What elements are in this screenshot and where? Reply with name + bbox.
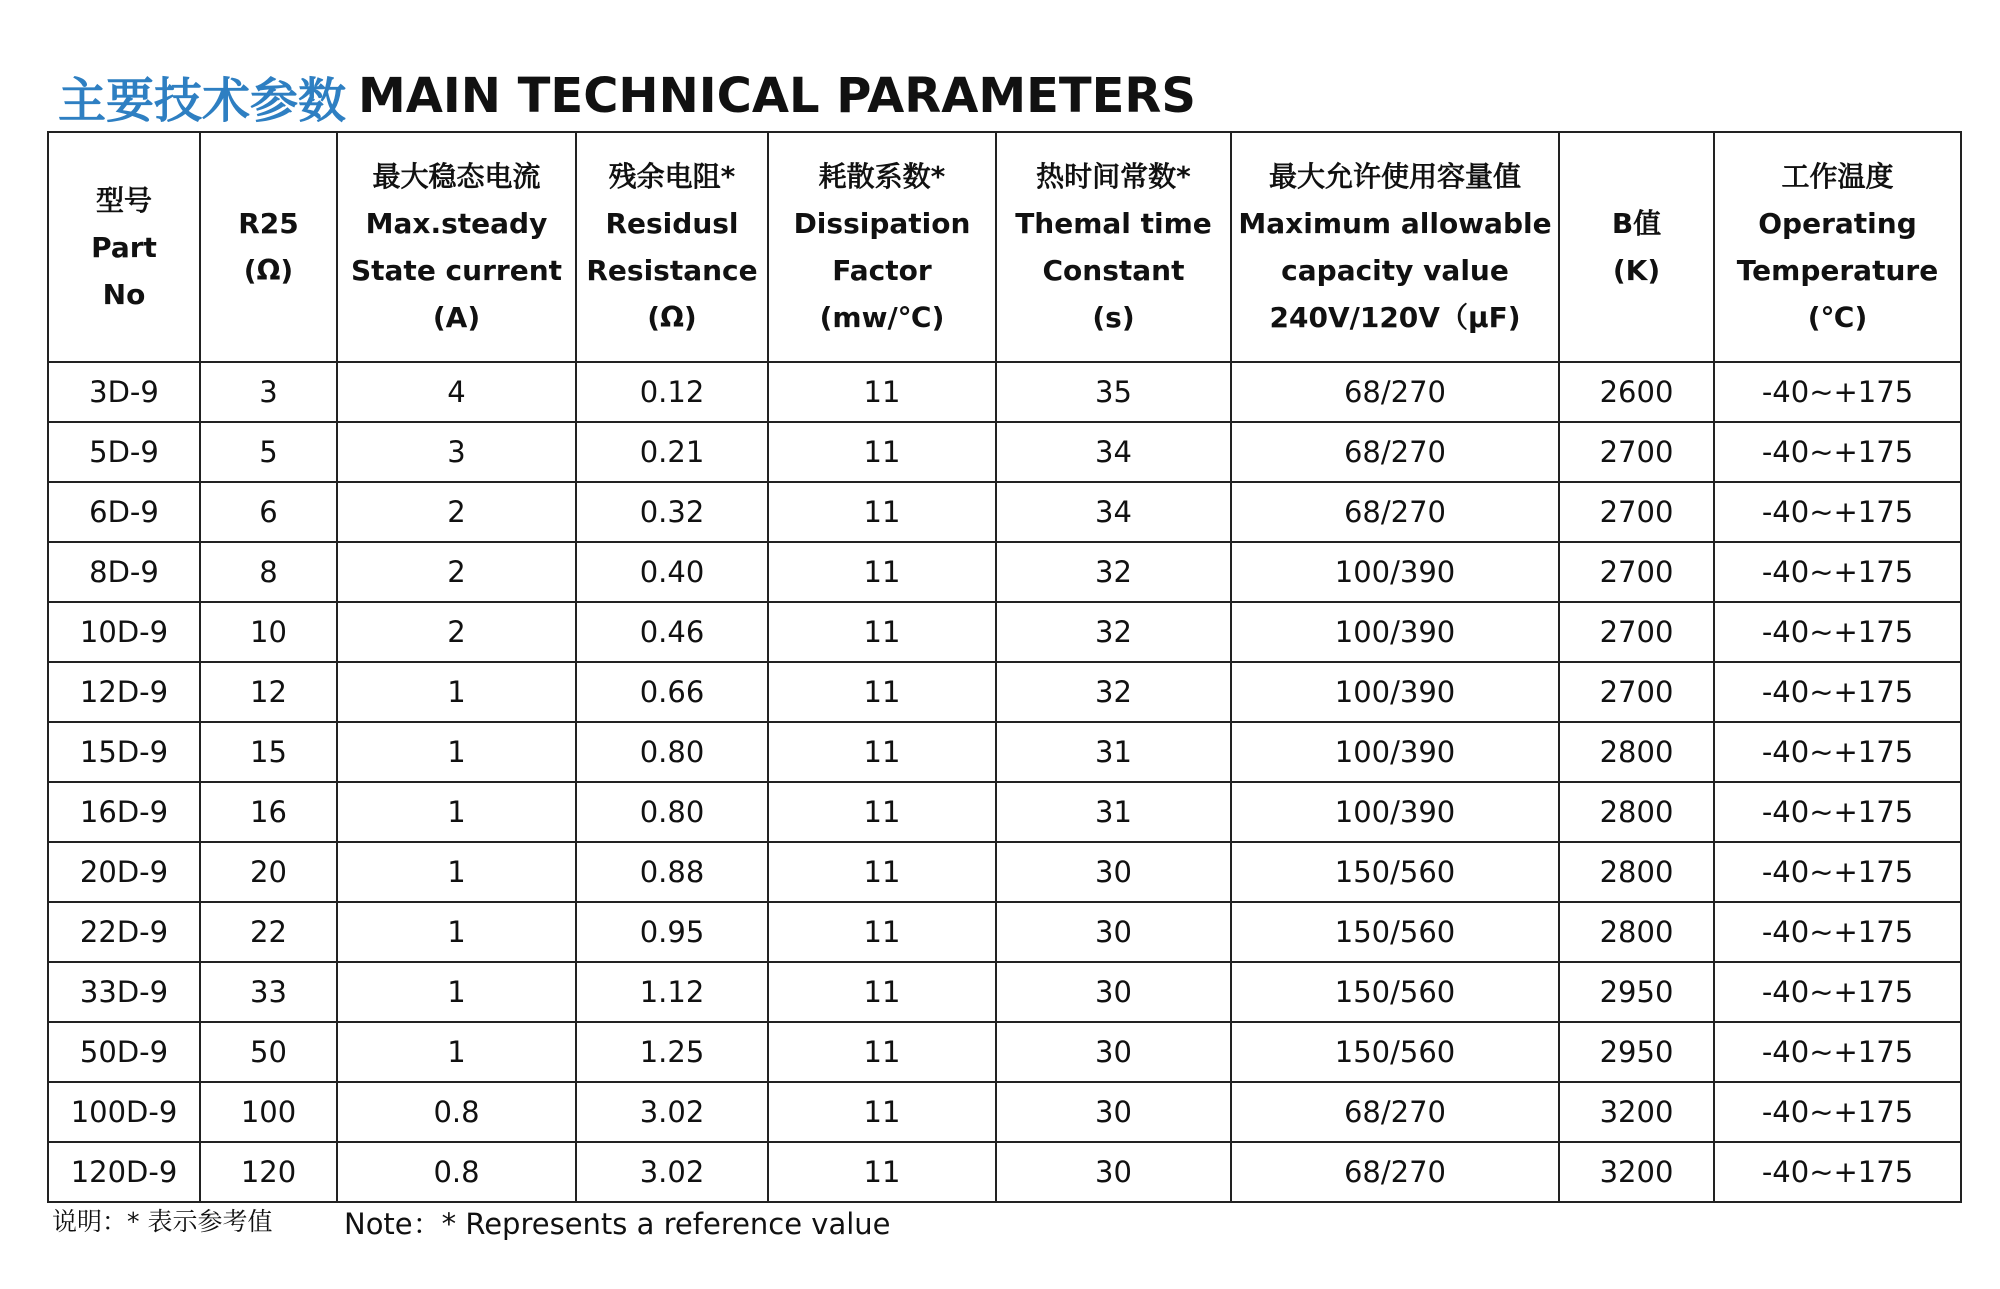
column-header-line: No [102,277,146,311]
column-header [48,132,200,362]
table-cell: 35 [996,362,1231,422]
parameters-table [47,131,1962,1203]
table-cell: 33 [200,962,337,1022]
column-header [1559,132,1714,362]
table-cell: 8D-9 [48,542,200,602]
column-header-line: (s) [1092,301,1135,334]
table-cell: 120D-9 [48,1142,200,1202]
table-cell: 11 [768,1082,996,1142]
table-cell: 120 [200,1142,337,1202]
table-cell: 2700 [1559,542,1714,602]
table-header-row [48,132,1961,362]
table-cell: 1 [337,662,576,722]
table-cell: -40~+175 [1714,782,1961,842]
column-header-line: 最大稳态电流 [372,160,541,193]
table-cell: 0.8 [337,1082,576,1142]
table-cell: 2800 [1559,902,1714,962]
column-header [1231,132,1559,362]
table-cell: -40~+175 [1714,1022,1961,1082]
table-row [48,722,1961,782]
table-cell: 3.02 [576,1082,768,1142]
table-cell: 150/560 [1231,842,1559,902]
table-cell: 8 [200,542,337,602]
table-cell: 0.32 [576,482,768,542]
table-row [48,842,1961,902]
table-cell: 15 [200,722,337,782]
table-cell: 100D-9 [48,1082,200,1142]
table-cell: 2 [337,542,576,602]
table-cell: 2800 [1559,782,1714,842]
table-cell: 34 [996,482,1231,542]
table-cell: 10 [200,602,337,662]
table-cell: -40~+175 [1714,662,1961,722]
table-cell: 16D-9 [48,782,200,842]
table-cell: 150/560 [1231,1022,1559,1082]
table-cell: 30 [996,962,1231,1022]
column-header [768,132,996,362]
column-header-line: (℃) [1807,301,1868,334]
table-cell: 20D-9 [48,842,200,902]
table-cell: 30 [996,842,1231,902]
table-cell: 0.46 [576,602,768,662]
table-cell: 2 [337,482,576,542]
table-cell: 2950 [1559,962,1714,1022]
table-row [48,902,1961,962]
table-cell: 12 [200,662,337,722]
table-cell: 1 [337,962,576,1022]
column-header [337,132,576,362]
column-header-line: State current [350,254,563,287]
table-cell: 2800 [1559,722,1714,782]
table-cell: 22 [200,902,337,962]
table-cell: 4 [337,362,576,422]
table-cell: 31 [996,722,1231,782]
table-cell: 2700 [1559,422,1714,482]
table-cell: -40~+175 [1714,962,1961,1022]
table-row [48,1022,1961,1082]
note-en: Note：* Represents a reference value [344,1207,891,1241]
table-cell: 100/390 [1231,662,1559,722]
table-cell: 3.02 [576,1142,768,1202]
column-header-line: B值 [1611,207,1662,240]
table-cell: 0.40 [576,542,768,602]
column-header-line: 耗散系数* [818,160,946,193]
table-cell: 5 [200,422,337,482]
table-cell: 1 [337,722,576,782]
table-cell: 32 [996,542,1231,602]
column-header-line: (Ω) [647,301,697,334]
table-cell: 6 [200,482,337,542]
table-cell: 11 [768,722,996,782]
table-cell: 0.80 [576,722,768,782]
column-header-line: Factor [832,254,932,287]
table-cell: 12D-9 [48,662,200,722]
table-cell: 11 [768,962,996,1022]
table-cell: 11 [768,362,996,422]
column-header-line: 型号 [95,183,152,217]
column-header [576,132,768,362]
table-cell: 100/390 [1231,542,1559,602]
table-cell: 1 [337,782,576,842]
table-cell: 2950 [1559,1022,1714,1082]
table-cell: 2700 [1559,602,1714,662]
table-cell: 1 [337,1022,576,1082]
column-header-line: Part [91,230,157,264]
table-cell: 20 [200,842,337,902]
table-cell: 0.66 [576,662,768,722]
table-cell: 150/560 [1231,902,1559,962]
table-cell: 16 [200,782,337,842]
table-cell: 11 [768,542,996,602]
table-row [48,1142,1961,1202]
table-cell: 0.12 [576,362,768,422]
table-cell: 32 [996,602,1231,662]
table-cell: 68/270 [1231,482,1559,542]
column-header-line: (K) [1612,254,1661,287]
table-cell: 2600 [1559,362,1714,422]
table-row [48,662,1961,722]
table-cell: -40~+175 [1714,602,1961,662]
table-cell: 30 [996,1142,1231,1202]
table-cell: -40~+175 [1714,1142,1961,1202]
table-cell: 11 [768,842,996,902]
table-cell: 50D-9 [48,1022,200,1082]
table-cell: 32 [996,662,1231,722]
table-cell: -40~+175 [1714,542,1961,602]
table-cell: 30 [996,1022,1231,1082]
table-cell: 68/270 [1231,1082,1559,1142]
column-header-line: Dissipation [793,207,971,240]
table-cell: 1 [337,902,576,962]
column-header-line: Constant [1042,254,1185,287]
table-row [48,782,1961,842]
table-cell: 1 [337,842,576,902]
column-header-line: 最大允许使用容量值 [1268,160,1521,193]
column-header-line: R25 [238,207,299,240]
table-cell: 100/390 [1231,602,1559,662]
table-cell: 10D-9 [48,602,200,662]
table-cell: 5D-9 [48,422,200,482]
table-cell: 30 [996,1082,1231,1142]
column-header-line: 240V/120V（μF) [1269,301,1521,334]
table-cell: 150/560 [1231,962,1559,1022]
table-row [48,482,1961,542]
table-cell: 2 [337,602,576,662]
table-cell: 11 [768,782,996,842]
table-row [48,962,1961,1022]
table-cell: 2700 [1559,662,1714,722]
column-header [996,132,1231,362]
note-cn: 说明：* 表示参考值 [52,1207,273,1236]
table-cell: 31 [996,782,1231,842]
table-cell: -40~+175 [1714,422,1961,482]
table-cell: 0.8 [337,1142,576,1202]
table-row [48,542,1961,602]
table-row [48,422,1961,482]
page-title-en: MAIN TECHNICAL PARAMETERS [358,68,1196,124]
table-cell: 11 [768,422,996,482]
table-cell: 2800 [1559,842,1714,902]
table-cell: 34 [996,422,1231,482]
table-cell: 11 [768,482,996,542]
table-cell: 2700 [1559,482,1714,542]
column-header-line: capacity value [1281,254,1509,287]
table-cell: 3 [200,362,337,422]
table-cell: 0.80 [576,782,768,842]
table-cell: 6D-9 [48,482,200,542]
table-cell: 68/270 [1231,422,1559,482]
table-cell: 11 [768,1142,996,1202]
table-cell: 100/390 [1231,722,1559,782]
table-row [48,362,1961,422]
column-header [200,132,337,362]
column-header-line: 热时间常数* [1036,160,1191,193]
column-header [1714,132,1961,362]
table-cell: 11 [768,602,996,662]
column-header-line: (A) [432,301,481,334]
table-cell: 100/390 [1231,782,1559,842]
table-cell: 11 [768,1022,996,1082]
column-header-line: 工作温度 [1781,160,1894,193]
table-cell: -40~+175 [1714,842,1961,902]
table-cell: 3200 [1559,1082,1714,1142]
column-header-line: Resistance [586,254,758,287]
table-cell: 22D-9 [48,902,200,962]
table-cell: -40~+175 [1714,1082,1961,1142]
column-header-line: Operating [1758,207,1917,240]
table-cell: 3 [337,422,576,482]
column-header-line: Max.steady [365,207,548,240]
table-cell: 0.95 [576,902,768,962]
table-row [48,1082,1961,1142]
column-header-line: Maximum allowable [1238,207,1552,240]
table-cell: -40~+175 [1714,722,1961,782]
table-cell: 0.88 [576,842,768,902]
table-cell: 33D-9 [48,962,200,1022]
table-cell: 3200 [1559,1142,1714,1202]
column-header-line: (Ω) [243,254,294,287]
table-row [48,602,1961,662]
table-cell: 11 [768,662,996,722]
page-title-cn: 主要技术参数 [58,72,347,129]
table-cell: 11 [768,902,996,962]
table-cell: 1.25 [576,1022,768,1082]
table-cell: 68/270 [1231,362,1559,422]
column-header-line: 残余电阻* [608,160,736,193]
table-cell: -40~+175 [1714,362,1961,422]
column-header-line: Themal time [1015,207,1212,240]
table-cell: 1.12 [576,962,768,1022]
table-cell: 50 [200,1022,337,1082]
table-cell: -40~+175 [1714,902,1961,962]
column-header-line: Temperature [1736,254,1939,287]
table-cell: 30 [996,902,1231,962]
table-cell: 3D-9 [48,362,200,422]
table-cell: 0.21 [576,422,768,482]
table-body [48,362,1961,1202]
page-title [58,64,1196,128]
table-cell: 68/270 [1231,1142,1559,1202]
table-cell: -40~+175 [1714,482,1961,542]
table-cell: 15D-9 [48,722,200,782]
column-header-line: (mw/℃) [819,301,945,334]
column-header-line: Residusl [605,207,739,240]
table-cell: 100 [200,1082,337,1142]
